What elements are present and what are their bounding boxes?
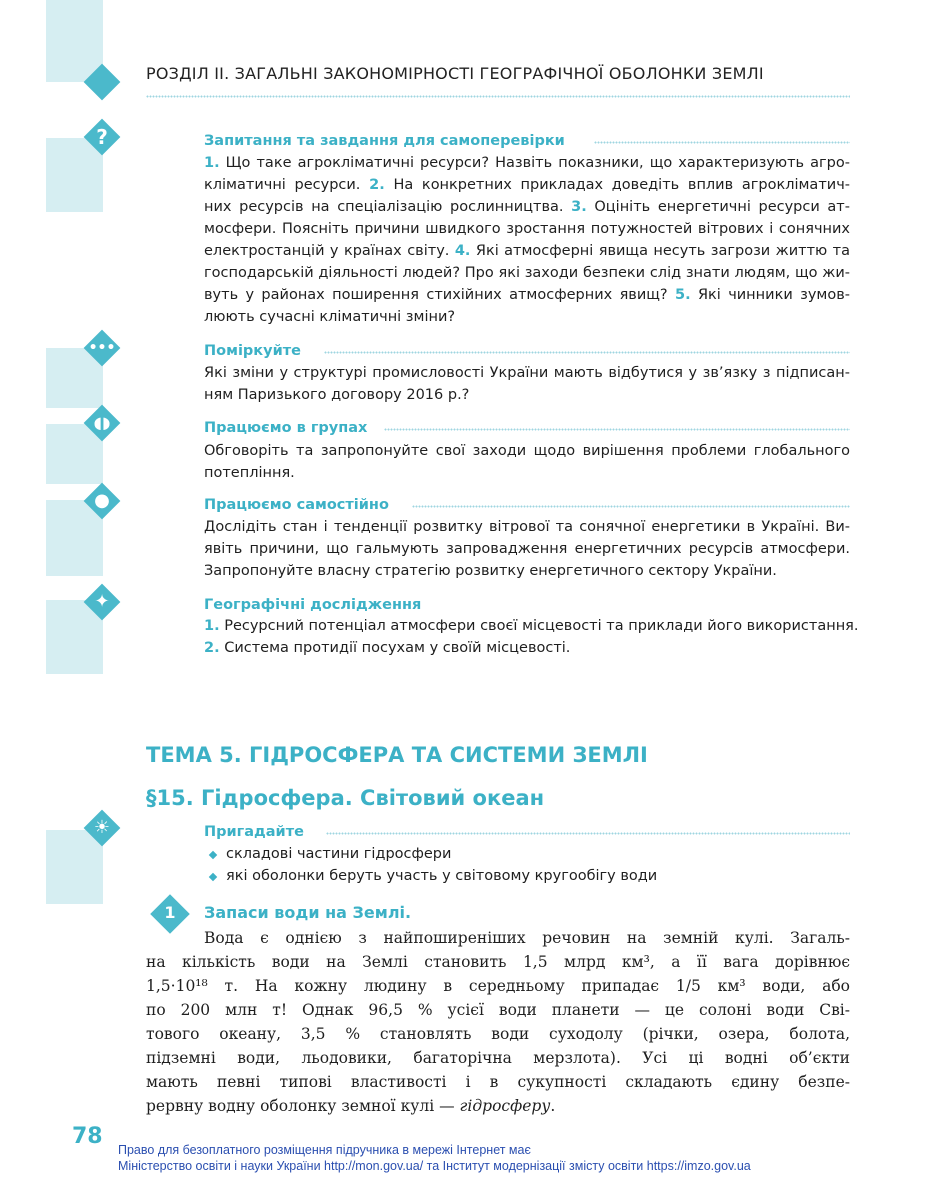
body-line: 1,5·10¹⁸ т. На кожну людину в середньому припадає 1/5 км³ води, або — [146, 977, 850, 995]
research-item-number: 2. — [204, 640, 220, 656]
self-check-line — [204, 218, 850, 240]
research-item-text: Система протидії посухам у своїй місцевості. — [219, 640, 571, 656]
body-line: тового океану, 3,5 % становлять води суходолу (річки, озера, болота, — [146, 1025, 850, 1043]
question-text: кліматичні ресурси. — [204, 177, 370, 193]
header-dotted-rule — [146, 94, 850, 99]
recall-bullet — [226, 868, 657, 884]
selfwork-line: явіть причини, що гальмують запровадження енергетичних ресурсів атмосфери. — [204, 541, 850, 557]
groups-rule — [384, 427, 850, 432]
selfwork-rule — [412, 504, 850, 509]
selfwork-title: Працюємо самостійно — [204, 497, 389, 513]
self-check-line — [204, 152, 850, 174]
page-number: 78 — [72, 1124, 103, 1149]
recall-bullet-text: які оболонки беруть участь у світовому кругообігу води — [226, 868, 658, 884]
self-check-line — [204, 306, 850, 328]
body-line: Вода є однією з найпоширеніших речовин на земній кулі. Загаль- — [204, 929, 850, 947]
recall-rule — [326, 831, 850, 836]
chapter-header: РОЗДІЛ ІІ. ЗАГАЛЬНІ ЗАКОНОМІРНОСТІ ГЕОГРАФІЧНОЇ ОБОЛОНКИ ЗЕМЛІ — [146, 64, 764, 83]
question-number: 4. — [454, 243, 471, 259]
body-text: . — [550, 1097, 556, 1115]
topic-title: ТЕМА 5. ГІДРОСФЕРА ТА СИСТЕМИ ЗЕМЛІ — [146, 743, 648, 767]
footer-line-1: Право для безоплатного розміщення підручника в мережі Інтернет має — [118, 1143, 531, 1157]
self-check-line — [204, 284, 850, 306]
section-number: 1 — [164, 903, 176, 922]
lightbulb-icon: ☀ — [93, 817, 111, 838]
question-text: вуть у районах поширення стихійних атмосферних явищ? — [204, 287, 675, 303]
question-number: 5. — [674, 287, 691, 303]
compass-rose-icon: ✦ — [94, 591, 110, 612]
research-item-number: 1. — [204, 618, 220, 634]
research-title: Географічні дослідження — [204, 597, 422, 613]
question-text: Які атмосферні явища несуть загрози життю та — [470, 243, 850, 259]
body-line-last — [146, 1094, 850, 1118]
question-text: Які чинники зумов- — [690, 287, 850, 303]
recall-title: Пригадайте — [204, 824, 304, 840]
think-line: Які зміни у структурі промисловості України мають відбутися у зв’язку з підписан- — [204, 365, 850, 381]
question-text: На конкретних прикладах доведіть вплив агрокліматич- — [384, 177, 850, 193]
question-text: люють сучасні кліматичні зміни? — [204, 309, 456, 325]
footer-line-2[interactable]: Міністерство освіти і науки України http://mon.gov.ua/ та Інститут модернізації змісту освіти https://imzo.gov.ua — [118, 1159, 751, 1173]
question-text: мосфери. Поясніть причини швидкого зростання потужностей вітрових і сонячних — [204, 221, 850, 237]
paragraph-title: §15. Гідросфера. Світовий океан — [146, 786, 545, 810]
question-number: 3. — [571, 199, 587, 215]
body-line: на кількість води на Землі становить 1,5 млрд км³, а її вага дорівнює — [146, 953, 850, 971]
body-line: по 200 млн т! Однак 96,5 % усієї води планети — це солоні води Сві- — [146, 1001, 850, 1019]
speech-bubble-icon: ● — [94, 490, 110, 511]
self-check-rule — [594, 140, 850, 145]
self-check-line — [204, 262, 850, 284]
groups-line: Обговоріть та запропонуйте свої заходи щодо вирішення проблеми глобального — [204, 443, 850, 459]
question-text: Оцініть енергетичні ресурси ат- — [586, 199, 850, 215]
think-rule — [324, 350, 850, 355]
body-text: рервну водну оболонку земної кулі — — [146, 1097, 460, 1115]
body-line: мають певні типові властивості і в сукупності складають єдину безпе- — [146, 1073, 850, 1091]
recall-bullet-text: складові частини гідросфери — [226, 846, 452, 862]
research-item-text: Ресурсний потенціал атмосфери своєї місцевості та приклади його використання. — [219, 618, 859, 634]
question-text: електростанцій у країнах світу. — [204, 243, 455, 259]
section1-title: Запаси води на Землі. — [204, 903, 412, 922]
groups-line: потепління. — [204, 465, 295, 481]
question-text: Що таке агрокліматичні ресурси? Назвіть показники, що характеризують агро- — [219, 155, 850, 171]
think-line: ням Паризького договору 2016 р.? — [204, 387, 470, 403]
self-check-line — [204, 196, 850, 218]
self-check-title: Запитання та завдання для самоперевірки — [204, 133, 565, 149]
body-line: підземні води, льодовики, багаторічна мерзлота). Усі ці водні об’єкти — [146, 1049, 850, 1067]
question-icon: ? — [96, 125, 108, 149]
selfwork-line: Дослідіть стан і тенденції розвитку вітрової та сонячної енергетики в Україні. Ви- — [204, 519, 850, 535]
bullet-diamond-icon — [209, 851, 217, 859]
question-number: 2. — [369, 177, 385, 193]
groups-text — [204, 440, 850, 484]
think-title: Поміркуйте — [204, 343, 301, 359]
question-text: господарській діяльності людей? Про які заходи безпеки слід знати людям, що жи- — [204, 265, 850, 281]
selfwork-text — [204, 516, 850, 582]
question-text: них ресурсів на спеціалізацію рослинництва. — [204, 199, 572, 215]
self-check-line — [204, 174, 850, 196]
term-hydrosphere: гідросферу — [459, 1097, 551, 1115]
think-text — [204, 362, 850, 406]
self-check-text — [204, 152, 850, 328]
question-number: 1. — [204, 155, 220, 171]
research-item-1 — [204, 618, 859, 634]
group-chat-icon: ◖◗ — [93, 413, 111, 432]
recall-bullet — [226, 846, 451, 862]
self-check-line — [204, 240, 850, 262]
chat-bubble-icon: ••• — [88, 340, 116, 356]
selfwork-line: Запропонуйте власну стратегію розвитку енергетичного сектору України. — [204, 563, 777, 579]
section1-body — [146, 926, 850, 1118]
groups-title: Працюємо в групах — [204, 420, 368, 436]
bullet-diamond-icon — [209, 873, 217, 881]
research-item-2 — [204, 640, 570, 656]
